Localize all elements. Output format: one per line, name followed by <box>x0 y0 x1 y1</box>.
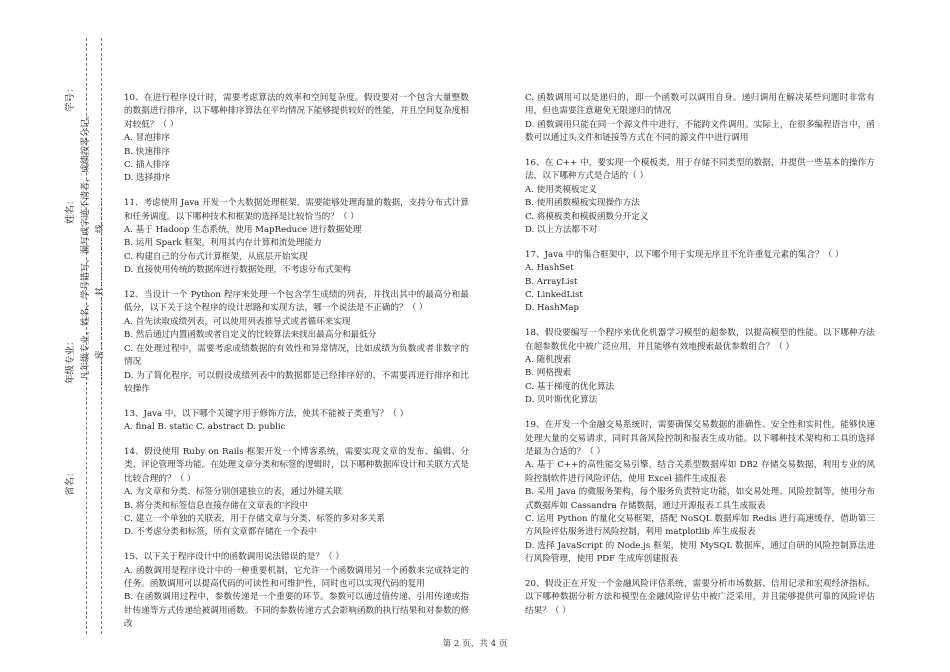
question <box>124 446 469 540</box>
province-label: 省名： <box>65 467 76 496</box>
answer-option: C. 插入排序 <box>124 160 171 171</box>
answer-option: B. 采用 Java 的微服务架构，每个服务负责特定功能，如交易处理、风险控制等，使用分布式数据库如 Cassandra 存储数据，通过开源报表工具生成报表 <box>525 487 875 511</box>
question-stem: 15、以下关于程序设计中的函数调用说法错误的是？（ ） <box>124 552 344 563</box>
question-stem: 11、考虑使用 Java 开发一个大数据处理框架，需要能够处理海量的数据，支持分布式计算和任务调度。以下哪种技术和框架的选择是比较恰当的？（ ） <box>124 198 469 222</box>
question <box>124 551 469 631</box>
answer-option: C. 运用 Python 的量化交易框架，搭配 NoSQL 数据库如 Redis 进行高速缓存，借助第三方风险评估服务进行风险控制，利用 matplotlib 库生成报表 <box>525 513 875 538</box>
answer-option: B. 网格搜索 <box>525 368 572 379</box>
answer-option: C. 构建自己的分布式计算框架，从底层开始实现 <box>124 251 308 262</box>
answer-option: B. ArrayList <box>525 276 578 287</box>
question <box>525 157 875 237</box>
answer-option: C. 将模板类和模板函数分开定义 <box>525 211 649 222</box>
answer-option: A. 基于 Hadoop 生态系统，使用 MapReduce 进行数据处理 <box>124 225 362 236</box>
seal-line: ………密………………封………………线……… <box>95 196 105 386</box>
answer-option: D. 函数调用只能在同一个源文件中进行，不能跨文件调用。实际上，在很多编程语言中，函数可以通过头文件和链接等方式在不同的源文件中进行调用 <box>525 119 875 144</box>
question <box>124 197 469 277</box>
name-label: 姓名： <box>65 195 76 224</box>
answer-option: A. 使用类模板定义 <box>525 184 597 195</box>
answer-option: D. 以上方法都不对 <box>525 225 598 236</box>
answer-option: D. 为了简化程序，可以假设成绩列表中的数据都是已经排序好的，不需要再进行排序和比较操作 <box>124 370 469 394</box>
answer-option: C. 函数调用可以是递归的，即一个函数可以调用自身。递归调用在解决某些问题时非常有用，但也需要注意避免无限递归的情况 <box>525 93 875 117</box>
binding-margin <box>0 0 112 672</box>
answer-option: D. 不考虑分类和标签，所有文章都存储在一个表中 <box>124 527 317 538</box>
question <box>124 408 469 435</box>
page-footer: 第 2 页，共 4 页 <box>442 639 508 649</box>
question <box>525 249 875 316</box>
answer-option: D. 直接使用传统的数据库进行数据处理，不考虑分布式架构 <box>124 265 351 276</box>
answer-option: A. 为文章和分类、标签分别创建独立的表，通过外键关联 <box>124 487 342 498</box>
answer-option: A. 首先读取成绩列表，可以使用列表推导式或者循环来实现 <box>124 316 351 327</box>
question-stem: 13、Java 中，以下哪个关键字用于修饰方法，使其不能被子类重写？（ ） <box>124 408 409 419</box>
question-stem: 14、假设使用 Ruby on Rails 框架开发一个博客系统，需要实现文章的发布、编辑、分类、评论管理等功能。在处理文章分类和标签的逻辑时，以下哪种数据库设计和关联方式是比较合理的？（ ） <box>124 446 469 484</box>
answer-notice: 凡年级专业、姓名、学号错写、漏写或字迹不清者，成绩按零分记。 <box>81 109 91 380</box>
answer-option: A. 冒泡排序 <box>124 133 171 144</box>
question-stem: 12、当设计一个 Python 程序来处理一个包含学生成绩的列表，并找出其中的最高分和最低分，以下关于这个程序的设计思路和实现方法，哪一个说法是不正确的？（ ） <box>124 290 469 314</box>
question <box>525 419 875 566</box>
question <box>124 289 469 396</box>
answer-option: C. 在处理过程中，需要考虑成绩数据的有效性和异常情况，比如成绩为负数或者非数字的情况 <box>124 343 469 368</box>
grade-major-label: 年级专业： <box>65 336 76 384</box>
answer-option: B. 使用函数模板实现操作方法 <box>525 198 640 209</box>
question <box>124 92 469 186</box>
answer-option: D. 选择 JavaScript 的 Node.js 框架，使用 MySQL 数据库，通过自研的风险控制算法进行风险管理，使用 PDF 生成库创建报表 <box>525 540 875 565</box>
answer-option: B. 快速排序 <box>124 146 171 157</box>
answer-option: B. 将分类和标签信息直接存储在文章表的字段中 <box>124 500 308 511</box>
answer-option: D. 贝叶斯优化算法 <box>525 395 598 406</box>
question-stem: 17、Java 中的集合框架中，以下哪个用于实现无序且不允许重复元素的集合？（ ） <box>525 249 844 260</box>
answer-option: D. 选择排序 <box>124 173 171 184</box>
answer-option: B. 在函数调用过程中，参数传递是一个重要的环节。参数可以通过值传递、引用传递或指针传递等方式传递给被调用函数。不同的参数传递方式会影响函数的执行结果和对参数的修改 <box>124 592 469 630</box>
answer-option: A. HashSet <box>525 263 574 274</box>
question-stem: 18、假设要编写一个程序来优化机器学习模型的超参数，以提高模型的性能。以下哪种方法在超参数优化中被广泛应用，并且能够有效地搜索最优参数组合？（ ） <box>525 328 875 352</box>
student-id-label: 学号： <box>65 83 76 112</box>
question <box>525 92 875 146</box>
answer-option: C. LinkedList <box>525 290 583 301</box>
question-stem: 20、假设正在开发一个金融风险评估系统，需要分析市场数据、信用记录和宏观经济指标。以下哪种数据分析方法和模型在金融风险评估中被广泛采用，并且能够提供可靠的风险评估结果？（ ） <box>525 578 875 616</box>
question <box>525 578 875 618</box>
question-stem: 19、在开发一个金融交易系统时，需要确保交易数据的准确性、安全性和实时性，能够快速处理大量的交易请求，同时具备风险控制和报表生成功能。以下哪种技术架构和工具的选择是最为合适的？（ ） <box>525 420 875 457</box>
answer-option: A. 函数调用是程序设计中的一种重要机制，它允许一个函数调用另一个函数来完成特定的任务。函数调用可以提高代码的可读性和可维护性，同时也可以实现代码的复用 <box>124 565 469 589</box>
question-stem: 10、在进行程序设计时，需要考虑算法的效率和空间复杂度。假设要对一个包含大量整数的数据进行排序，以下哪种排序算法在平均情况下能够提供较好的性能，并且空间复杂度相对较低？（ ） <box>124 93 469 130</box>
answer-option: D. HashMap <box>525 303 580 314</box>
answer-option: A. 随机搜索 <box>525 355 572 366</box>
answer-option: C. 建立一个单独的关联表，用于存储文章与分类、标签的多对多关系 <box>124 513 385 524</box>
question <box>525 327 875 407</box>
answer-option: B. 然后通过内置函数或者自定义的比较算法来找出最高分和最低分 <box>124 330 377 341</box>
answer-option: A. final B. static C. abstract D. public <box>124 422 286 433</box>
right-column <box>525 92 875 630</box>
answer-option: A. 基于 C++的高性能交易引擎，结合关系型数据库如 DB2 存储交易数据，利用专业的风险控制软件进行风险评估，使用 Excel 插件生成报表 <box>525 460 875 484</box>
answer-option: B. 运用 Spark 框架，利用其内存计算和流处理能力 <box>124 238 322 249</box>
answer-option: C. 基于梯度的优化算法 <box>525 381 615 392</box>
left-column <box>124 92 469 643</box>
question-stem: 16、在 C++ 中，要实现一个模板类，用于存储不同类型的数据，并提供一些基本的操作方法，以下哪种方式是合适的（ ） <box>525 158 875 182</box>
